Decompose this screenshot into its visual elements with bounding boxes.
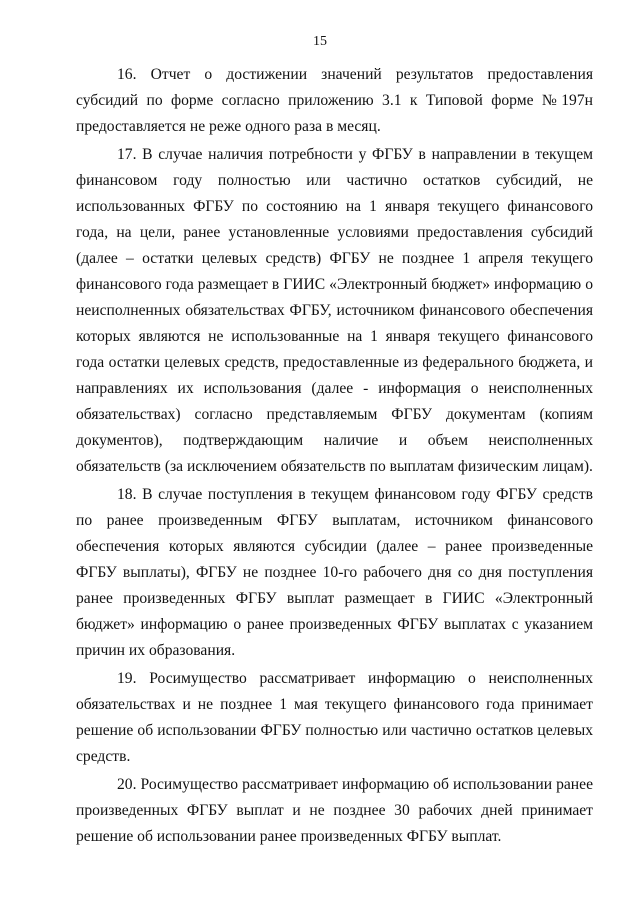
paragraph-18: 18. В случае поступления в текущем финансовом году ФГБУ средств по ранее произведенным ФГБУ выплатам, источником финансового обеспечения которых являются субсидии (далее – ранее произведенные ФГБУ выплаты), ФГБУ не позднее 10-го рабочего дня со дня поступления ранее произведенных ФГБУ выплат размещает в ГИИС «Электронный бюджет» информацию о ранее произведенных ФГБУ выплатах с указанием причин их образования. xyxy=(76,486,593,659)
document-body xyxy=(76,62,593,852)
page-number: 15 xyxy=(313,34,327,49)
paragraph-19: 19. Росимущество рассматривает информацию о неисполненных обязательствах и не позднее 1 мая текущего финансового года принимает решение об использовании ФГБУ полностью или частично остатков целевых средств. xyxy=(76,670,593,765)
paragraph-17: 17. В случае наличия потребности у ФГБУ в направлении в текущем финансовом году полностью или частично остатков субсидий, не использованных ФГБУ по состоянию на 1 января текущего финансового года, на цели, ранее установленные условиями предоставления субсидий (далее – остатки целевых средств) ФГБУ не позднее 1 апреля текущего финансового года размещает в ГИИС «Электронный бюджет» информацию о неисполненных обязательствах ФГБУ, источником финансового обеспечения которых являются не использованные на 1 января текущего финансового года остатки целевых средств, предоставленные из федерального бюджета, и направлениях их использования (далее - информация о неисполненных обязательствах) согласно представляемым ФГБУ документам (копиям документов), подтверждающим наличие и объем неисполненных обязательств (за исключением обязательств по выплатам физическим лицам). xyxy=(76,146,593,475)
paragraph-16: 16. Отчет о достижении значений результатов предоставления субсидий по форме согласно приложению 3.1 к Типовой форме №197н предоставляется не реже одного раза в месяц. xyxy=(76,66,593,135)
paragraph-20: 20. Росимущество рассматривает информацию об использовании ранее произведенных ФГБУ выплат и не позднее 30 рабочих дней принимает решение об использовании ранее произведенных ФГБУ выплат. xyxy=(76,776,593,845)
